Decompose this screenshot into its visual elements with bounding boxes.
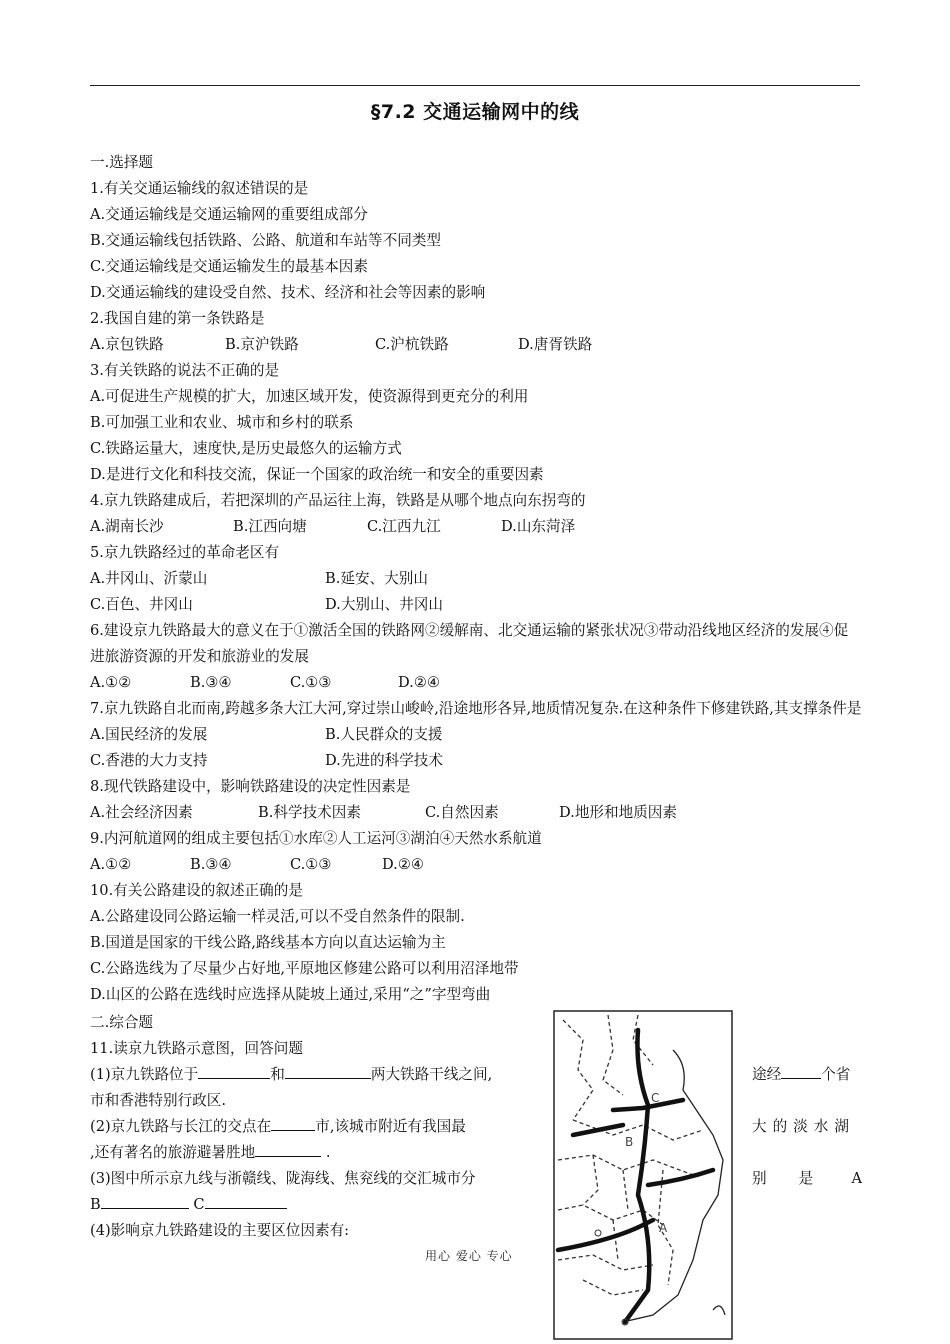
option: C.铁路运量大，速度快,是历史最悠久的运输方式 (90, 440, 402, 457)
answer-blank[interactable] (198, 1062, 270, 1079)
option: B.人民群众的支援 (325, 726, 443, 743)
option: A.①② (90, 674, 132, 691)
answer-blank[interactable] (205, 1192, 287, 1209)
question-stem: 8.现代铁路建设中，影响铁路建设的决定性因素是 (90, 778, 411, 795)
option-row (90, 852, 862, 878)
option: C.自然因素 (425, 804, 499, 821)
option: B.国道是国家的干线公路,路线基本方向以直达运输为主 (90, 934, 446, 951)
option: B.③④ (190, 674, 232, 691)
map-label-c: C (651, 1091, 660, 1105)
answer-blank[interactable] (781, 1062, 821, 1079)
answer-blank[interactable] (271, 1114, 315, 1131)
option-row (90, 332, 862, 358)
option: A.社会经济因素 (90, 804, 193, 821)
option: A.①② (90, 856, 132, 873)
multiple-choice-section (90, 150, 862, 1008)
option: A.可促进生产规模的扩大，加速区域开发，使资源得到更充分的利用 (90, 388, 529, 405)
sub-question-1-cont: 市和香港特别行政区. (90, 1092, 226, 1109)
question-stem: 1.有关交通运输线的叙述错误的是 (90, 180, 309, 197)
option-row (90, 566, 862, 592)
map-label-a: A (659, 1221, 668, 1235)
answer-blank[interactable] (255, 1140, 321, 1157)
option: C.香港的大力支持 (90, 752, 208, 769)
option: C.①③ (290, 856, 332, 873)
option: C.公路选线为了尽量少占好地,平原地区修建公路可以利用沼泽地带 (90, 960, 519, 977)
option: A.国民经济的发展 (90, 726, 208, 743)
question-stem: 4.京九铁路建成后，若把深圳的产品运往上海，铁路是从哪个地点向东拐弯的 (90, 492, 586, 509)
option: C.江西九江 (367, 518, 441, 535)
option: D.②④ (382, 856, 424, 873)
right-column-line: 大的淡水湖 (752, 1118, 855, 1135)
sub-question-2: (2)京九铁路与长江的交点在 市,该城市附近有我国最 (90, 1114, 540, 1140)
option: B.延安、大别山 (325, 570, 428, 587)
option-row (90, 670, 862, 696)
option: B.科学技术因素 (258, 804, 361, 821)
option: C.交通运输线是交通运输发生的最基本因素 (90, 258, 368, 275)
option: A.井冈山、沂蒙山 (90, 570, 208, 587)
right-column-line: 途经 个省 (752, 1062, 862, 1088)
option-row (90, 722, 862, 748)
question-stem: 3.有关铁路的说法不正确的是 (90, 362, 280, 379)
map-label-b: B (625, 1135, 634, 1149)
option: B.③④ (190, 856, 232, 873)
section-heading: 二.综合题 (90, 1014, 154, 1031)
option: A.交通运输线是交通运输网的重要组成部分 (90, 206, 368, 223)
question-stem: 2.我国自建的第一条铁路是 (90, 310, 265, 327)
question-stem: 7.京九铁路自北而南,跨越多条大江大河,穿过崇山峻岭,沿途地形各异,地质情况复杂.在这种条件下修建铁路,其支撑条件是 (90, 700, 862, 717)
option: B.江西向塘 (233, 518, 307, 535)
question-stem: 11.读京九铁路示意图，回答问题 (90, 1040, 303, 1057)
option: B.交通运输线包括铁路、公路、航道和车站等不同类型 (90, 232, 442, 249)
question-stem: 5.京九铁路经过的革命老区有 (90, 544, 280, 561)
option: D.地形和地质因素 (559, 804, 677, 821)
option-row (90, 748, 862, 774)
option: A.京包铁路 (90, 336, 164, 353)
option: C.沪杭铁路 (375, 336, 449, 353)
option: C.百色、井冈山 (90, 596, 193, 613)
option: D.大别山、井冈山 (325, 596, 443, 613)
option: D.先进的科学技术 (325, 752, 443, 769)
answer-blank[interactable] (101, 1192, 189, 1209)
question-stem: 10.有关公路建设的叙述正确的是 (90, 882, 303, 899)
option: C.①③ (290, 674, 332, 691)
option: B.可加强工业和农业、城市和乡村的联系 (90, 414, 354, 431)
option: D.山东菏泽 (501, 518, 576, 535)
jingjiu-railway-map (553, 1010, 733, 1340)
sub-question-1: (1)京九铁路位于 和 两大铁路干线之间, (90, 1062, 540, 1088)
sub-question-2-cont: ,还有著名的旅游避暑胜地 . (90, 1140, 540, 1166)
right-column-line: 别是 A (752, 1170, 862, 1187)
sub-question-3-cont: B C (90, 1192, 540, 1218)
option: D.②④ (398, 674, 440, 691)
option-row (90, 592, 862, 618)
answer-blank[interactable] (285, 1062, 371, 1079)
question-stem: 6.建设京九铁路最大的意义在于①激活全国的铁路网②缓解南、北交通运输的紧张状况③带动沿线地区经济的发展④促进旅游资源的开发和旅游业的发展 (90, 622, 849, 665)
question-stem: 9.内河航道网的组成主要包括①水库②人工运河③湖泊④天然水系航道 (90, 830, 542, 847)
header-rule (90, 85, 860, 86)
option-row (90, 514, 862, 540)
page-title: §7.2 交通运输网中的线 (370, 101, 580, 123)
comprehensive-section (90, 1010, 540, 1244)
option: D.交通运输线的建设受自然、技术、经济和社会等因素的影响 (90, 284, 486, 301)
section-heading: 一.选择题 (90, 154, 154, 171)
sub-question-3: (3)图中所示京九线与浙赣线、陇海线、焦兖线的交汇城市分 (90, 1170, 476, 1187)
option: D.唐胥铁路 (518, 336, 593, 353)
option-row (90, 800, 862, 826)
option: D.是进行文化和科技交流，保证一个国家的政治统一和安全的重要因素 (90, 466, 544, 483)
option: D.山区的公路在选线时应选择从陡坡上通过,采用“之”字型弯曲 (90, 986, 491, 1003)
option: A.公路建设同公路运输一样灵活,可以不受自然条件的限制. (90, 908, 465, 925)
footer-slogan: 用心 爱心 专心 (425, 1249, 513, 1263)
sub-question-4: (4)影响京九铁路建设的主要区位因素有: (90, 1222, 350, 1239)
option: A.湖南长沙 (90, 518, 164, 535)
option: B.京沪铁路 (225, 336, 299, 353)
